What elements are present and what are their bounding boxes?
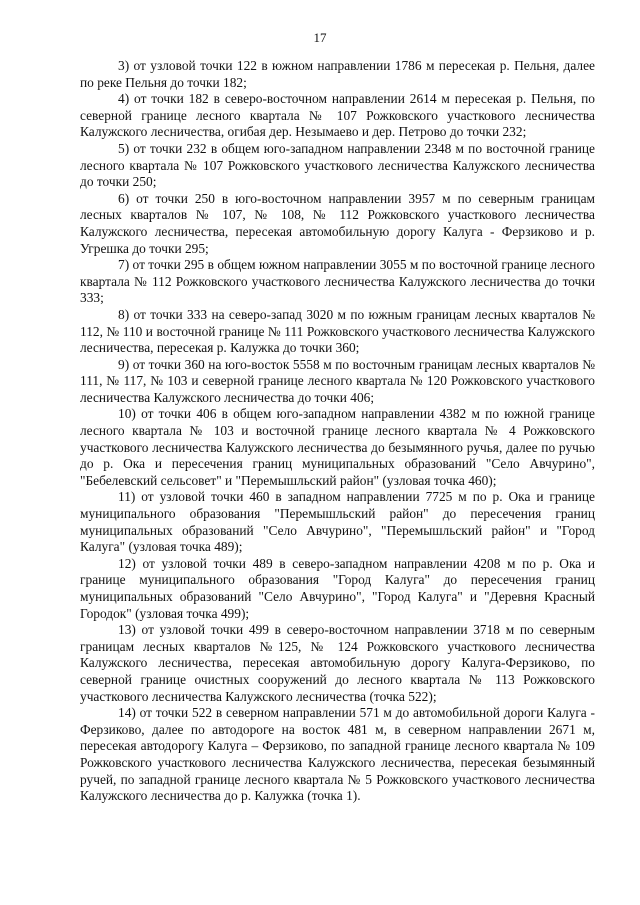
paragraph-item-13: 13) от узловой точки 499 в северо-восточном направлении 3718 м по северным границам лесных кварталов №125, № 124 Рожковского участкового лесничества Калужского лесничества, пересекая автомобильную дорогу Калуга-Ферзиково, по северной границе очистных сооружений до лесного квартала № 113 Рожковского участкового лесничества Калужского лесничества (точка 522); <box>80 622 595 704</box>
paragraph-item-10: 10) от точки 406 в общем юго-западном направлении 4382 м по южной границе лесного квартала № 103 и восточной границе лесного квартала № 4 Рожковского участкового лесничества Калужского лесничества до безымянного ручья, далее по ручью до р. Ока и пересечения границ муниципальных образований "Село Авчурино", "Бебелевский сельсовет" и "Перемышльский район" (узловая точка 460); <box>80 406 595 488</box>
paragraph-item-9: 9) от точки 360 на юго-восток 5558 м по восточным границам лесных кварталов № 111, № 117, № 103 и северной границе лесного квартала № 120 Рожковского участкового лесничества Калужского лесничества до точки 406; <box>80 356 595 405</box>
page-number: 17 <box>313 30 327 45</box>
paragraph-item-12: 12) от узловой точки 489 в северо-западном направлении 4208 м по р. Ока и границе муниципального образования "Город Калуга" до пересечения границ муниципальных образований "Село Авчурино", "Город Калуга" и "Деревня Красный Городок" (узловая точка 499); <box>80 555 595 621</box>
paragraph-item-11: 11) от узловой точки 460 в западном направлении 7725 м по р. Ока и границе муниципального образования "Перемышльский район" до пересечения границ муниципальных образований "Село Авчурино", "Перемышльский район" и "Город Калуга" (узловая точка 489); <box>80 489 595 555</box>
paragraph-item-8: 8) от точки 333 на северо-запад 3020 м по южным границам лесных кварталов № 112, № 110 и восточной границе № 111 Рожковского участкового лесничества Калужского лесничества, пересекая р. Калужка до точки 360; <box>80 306 595 356</box>
paragraph-item-6: 6) от точки 250 в юго-восточном направлении 3957 м по северным границам лесных кварталов № 107, № 108, № 112 Рожковского участкового лесничества Калужского лесничества, пересекая автомобильную дорогу Калуга - Ферзиково и р. Угрешка до точки 295; <box>80 190 595 256</box>
paragraph-item-14: 14) от точки 522 в северном направлении 571 м до автомобильной дороги Калуга - Ферзиково, далее по автодороге на восток 481 м, в северном направлении 2671 м, пересекая автодорогу Калуга – Ферзиково, по западной границе лесного квартала № 109 Рожковского участкового лесничества Калужского лесничества, пересекая безымянный ручей, по западной границе лесного квартала № 5 Рожковского участкового лесничества Калужского лесничества до р. Калужка (точка 1). <box>80 705 595 804</box>
paragraph-item-5: 5) от точки 232 в общем юго-западном направлении 2348 м по восточной границе лесного квартала № 107 Рожковского участкового лесничества Калужского лесничества до точки 250; <box>80 140 595 190</box>
paragraph-item-4: 4) от точки 182 в северо-восточном направлении 2614 м пересекая р. Пельня, по северной границе лесного квартала № 107 Рожковского участкового лесничества Калужского лесничества, огибая дер. Незымаево и дер. Петрово до точки 232; <box>80 91 595 140</box>
document-body <box>80 58 595 805</box>
paragraph-item-7: 7) от точки 295 в общем южном направлении 3055 м по восточной границе лесного квартала № 112 Рожковского участкового лесничества Калужского лесничества до точки 333; <box>80 257 595 306</box>
paragraph-item-3: 3) от узловой точки 122 в южном направлении 1786 м пересекая р. Пельня, далее по реке Пельня до точки 182; <box>80 58 595 90</box>
